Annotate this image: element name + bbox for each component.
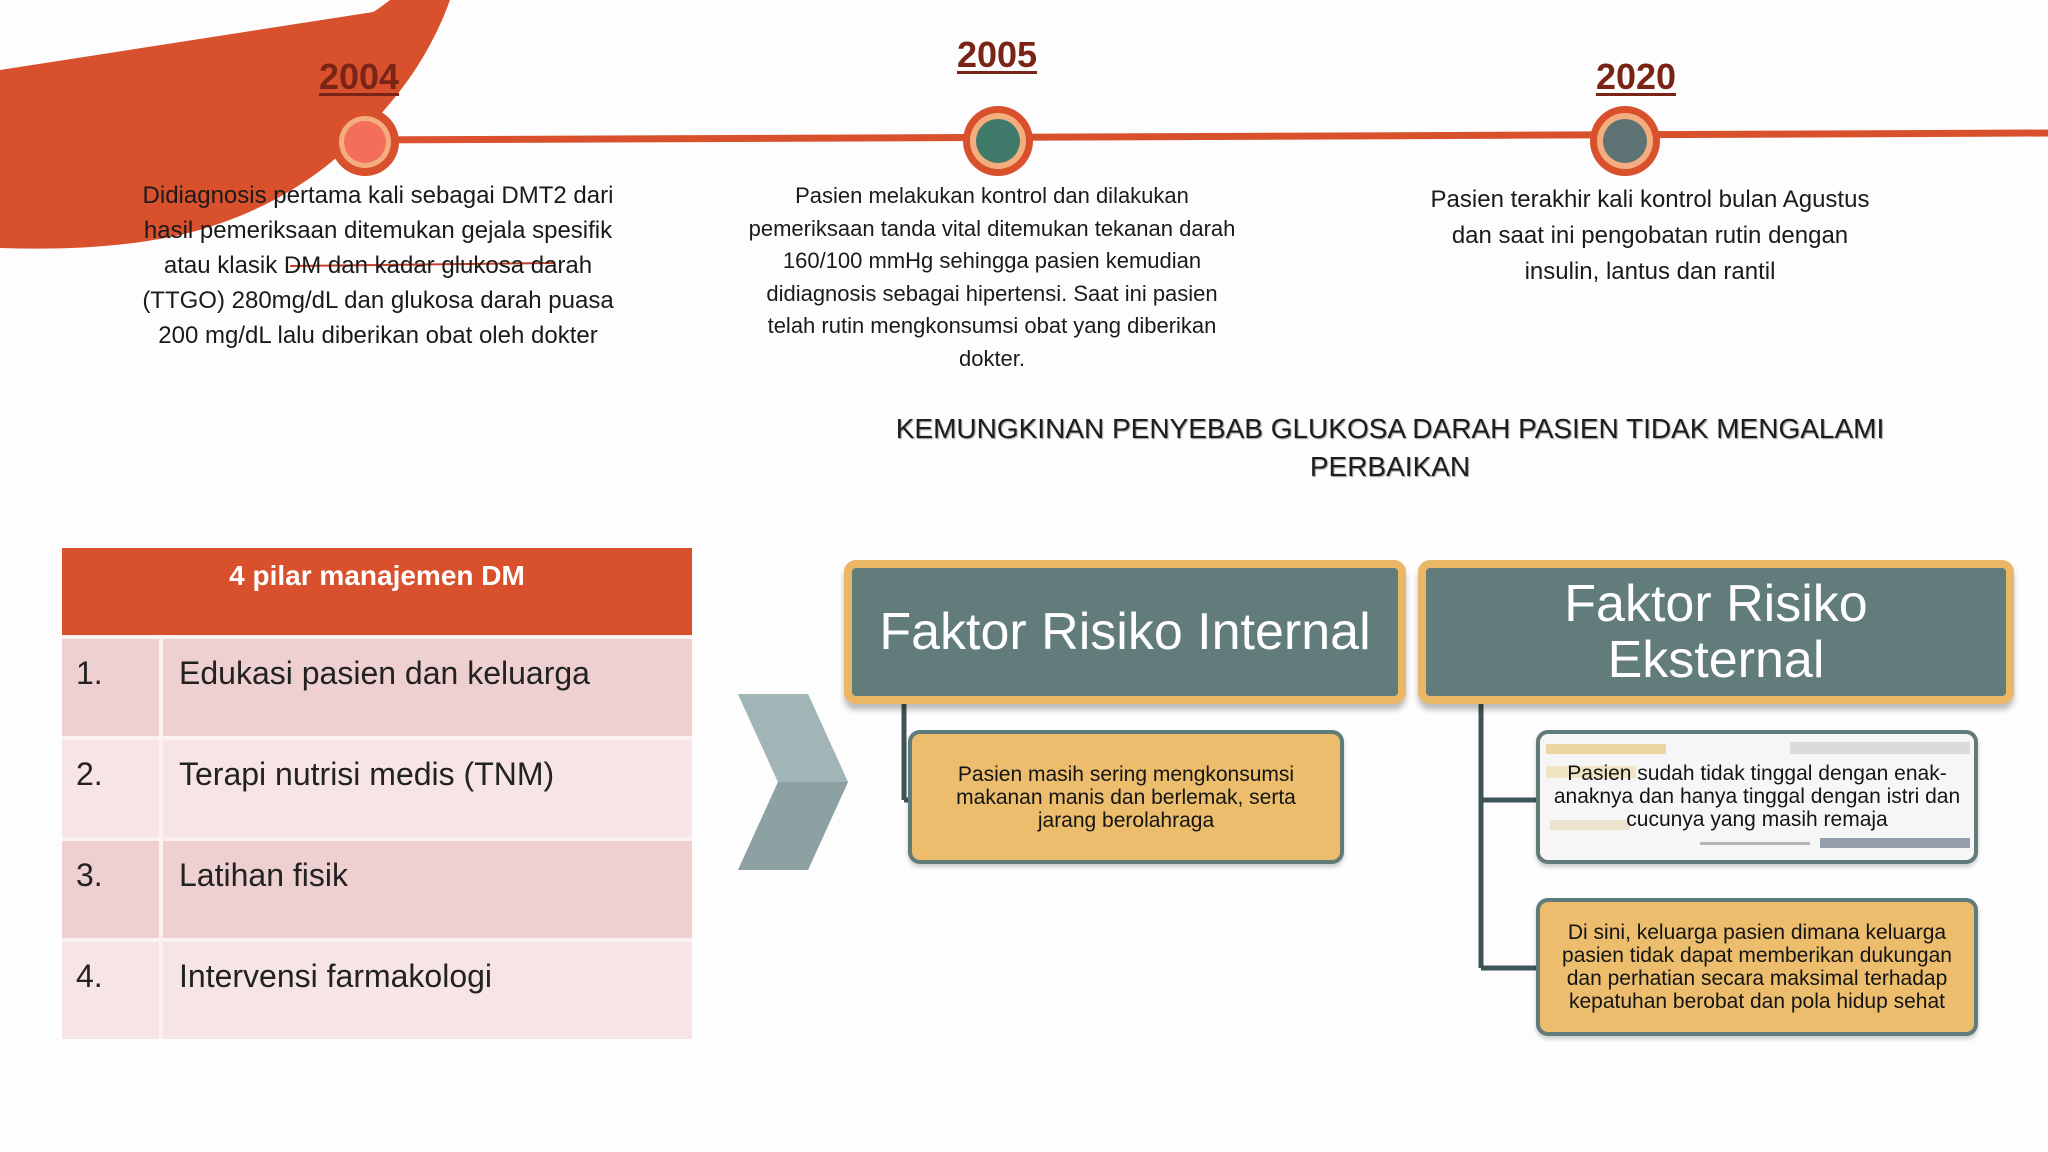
table-row <box>62 637 692 738</box>
internal-factor-item <box>908 730 1344 864</box>
table-row <box>62 940 692 1039</box>
timeline-text-2020: Pasien terakhir kali kontrol bulan Agustus dan saat ini pengobatan rutin dengan insulin, lantus dan rantil <box>1430 186 1870 285</box>
pillars-table-title: 4 pilar manajemen DM <box>62 548 692 637</box>
external-factor-item-2-text: Di sini, keluarga pasien dimana keluarga pasien tidak dapat memberikan dukungan dan perhatian secara maksimal terhadap kepatuhan berobat dan pola hidup sehat <box>1562 921 1952 1013</box>
external-factor-title-line1: Faktor Risiko <box>1564 575 1868 633</box>
timeline-line <box>365 133 2048 140</box>
timeline-text-2005: Pasien melakukan kontrol dan dilakukan pemeriksaan tanda vital ditemukan tekanan darah 160/100 mmHg sehingga pasien kemudian didiagnosis sebagai hipertensi. Saat ini pasien telah rutin mengkonsumsi obat yang diberikan dokter. <box>748 183 1236 371</box>
pillar-text: Terapi nutrisi medis (TNM) <box>161 738 692 839</box>
external-factor-title-line2: Eksternal <box>1607 631 1825 689</box>
internal-factor-header <box>844 560 1406 704</box>
pillar-text: Latihan fisik <box>161 839 692 940</box>
pillar-number: 4. <box>62 940 161 1039</box>
pillar-number: 1. <box>62 637 161 738</box>
timeline-dot-2020 <box>1590 106 1660 176</box>
timeline-dot-2005 <box>963 106 1033 176</box>
internal-factor-item-text: Pasien masih sering mengkonsumsi makanan manis dan berlemak, serta jarang berolahraga <box>956 762 1296 832</box>
external-factor-header <box>1418 560 2014 704</box>
external-factor-item-1 <box>1536 730 1978 864</box>
pillars-table <box>62 548 692 1039</box>
year-2004: 2004 <box>318 56 400 97</box>
table-row <box>62 839 692 940</box>
timeline-dot-2004 <box>331 108 399 176</box>
section-heading-line2: PERBAIKAN <box>1309 451 1471 482</box>
year-2005: 2005 <box>956 34 1038 75</box>
chevron-right-icon <box>738 694 848 870</box>
pillar-text: Intervensi farmakologi <box>161 940 692 1039</box>
timeline-text-2004: Didiagnosis pertama kali sebagai DMT2 dari hasil pemeriksaan ditemukan gejala spesifik atau klasik DM dan kadar glukosa darah (TTGO) 280mg/dL dan glukosa darah puasa 200 mg/dL lalu diberikan obat oleh dokter <box>142 182 614 349</box>
external-factor-item-2 <box>1536 898 1978 1036</box>
pillar-text: Edukasi pasien dan keluarga <box>161 637 692 738</box>
table-row <box>62 738 692 839</box>
external-factor-item-1-text: Pasien sudah tidak tinggal dengan enak-anaknya dan hanya tinggal dengan istri dan cucunya yang masih remaja <box>1553 762 1961 831</box>
section-heading <box>840 410 1940 486</box>
internal-factor-title: Faktor Risiko Internal <box>879 603 1371 661</box>
pillar-number: 3. <box>62 839 161 940</box>
section-heading-line1: KEMUNGKINAN PENYEBAB GLUKOSA DARAH PASIEN TIDAK MENGALAMI <box>895 413 1885 444</box>
pillar-number: 2. <box>62 738 161 839</box>
year-2020: 2020 <box>1595 56 1677 97</box>
